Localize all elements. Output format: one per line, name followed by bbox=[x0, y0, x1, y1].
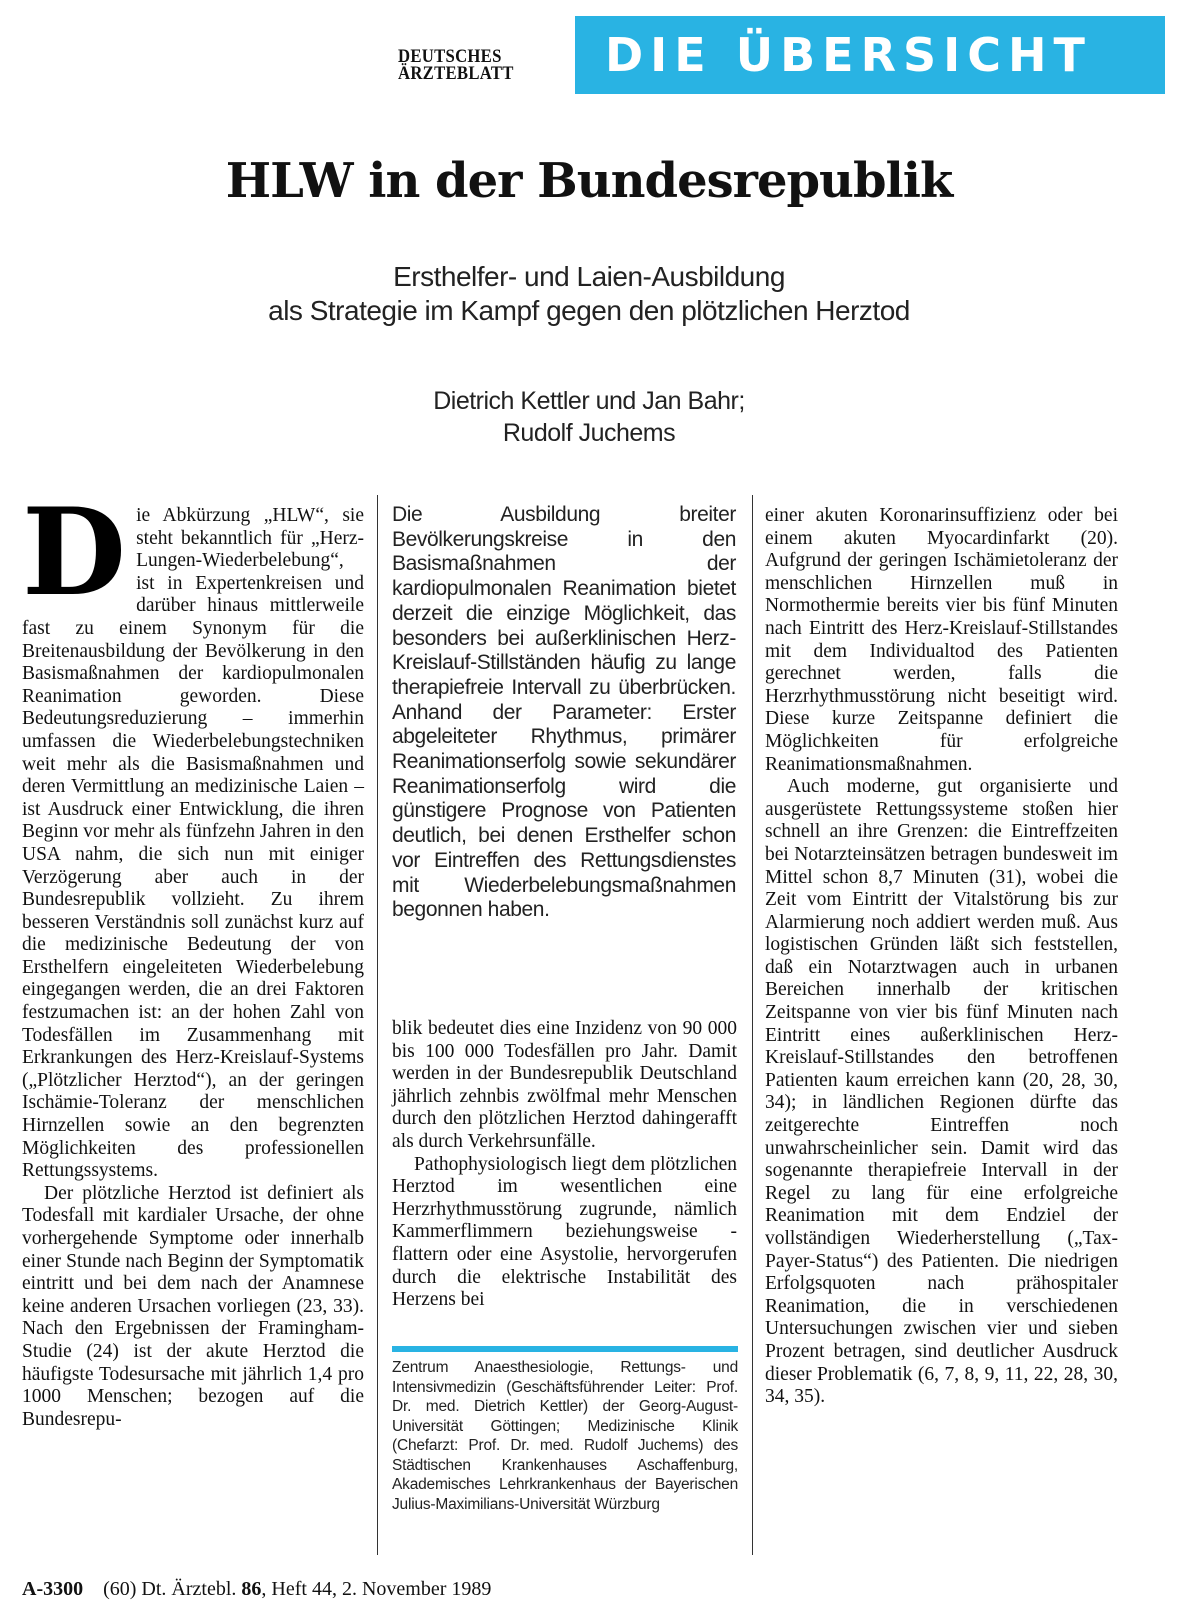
volume: 86 bbox=[241, 1578, 262, 1600]
page-code: A-3300 bbox=[22, 1578, 84, 1600]
article-title: HLW in der Bundesrepublik bbox=[225, 153, 953, 209]
subtitle-line-1: Ersthelfer- und Laien-Ausbildung bbox=[393, 261, 785, 292]
paragraph-pathophysiology: Pathophysiologisch liegt dem plötzlichen Herztod im wesentlichen eine Herzrhythmusstörung zugrunde, nämlich Kammerflimmern beziehungsweise -flattern oder eine Asystolie, hervorgerufen durch die elektrische Instabilität des Herzens bei bbox=[392, 1153, 737, 1311]
author-affiliation: Zentrum Anaesthesiologie, Rettungs- und Intensivmedizin (Geschäftsführender Leiter: Prof. Dr. med. Dietrich Kettler) der Georg-August-Universität Göttingen; Medizinische Klinik (Chefarzt: Prof. Dr. med. Rudolf Juchems) des Städtischen Krankenhauses Aschaffenburg, Akademisches Lehrkrankenhaus der Bayerischen Julius-Maximilians-Universität Würzburg bbox=[392, 1359, 738, 1513]
paragraph-intro bbox=[22, 482, 364, 1183]
page-footer bbox=[22, 1578, 491, 1601]
affiliation-rule bbox=[392, 1346, 738, 1352]
abstract: Die Ausbildung breiter Bevölkerungskreise in den Basismaßnahmen der kardiopulmonalen Reanimation bietet derzeit die einzige Möglichkeit, das besonders bei außerklinischen Herz-Kreislauf-Stillständen häufig zu lange therapiefreie Intervall zu überbrücken. Anhand der Parameter: Erster abgeleiteter Rhythmus, primärer Reanimationserfolg sowie sekundärer Reanimationserfolg wird die günstigere Prognose von Patienten deutlich, bei denen Ersthelfer schon vor Eintreffen des Rettungsdienstes mit Wiederbelebungsmaßnahmen begonnen haben. bbox=[392, 503, 736, 922]
masthead-line-1: DEUTSCHES bbox=[398, 46, 502, 67]
column-divider-2 bbox=[752, 495, 753, 1555]
paragraph-ischemia: einer akuten Koronarinsuffizienz oder bei einem akuten Myocardinfarkt (20). Aufgrund der geringen Ischämietoleranz der menschlichen Hirnzellen muß in Normothermie bereits vier bis fünf Minuten nach Eintritt des Herz-Kreislauf-Stillstandes mit dem Individualtod des Patienten gerechnet werden, falls die Herzrhythmusstörung nicht beseitigt wird. Diese kurze Zeitspanne definiert die Möglichkeiten für erfolgreiche Reanimationsmaßnahmen. bbox=[765, 505, 1118, 775]
issue-date: , Heft 44, 2. November 1989 bbox=[261, 1578, 492, 1600]
column-2 bbox=[392, 1018, 737, 1312]
paragraph-intro-text: ie Abkürzung „HLW“, sie steht bekanntlich für „Herz-Lungen-Wiederbelebung“, ist in Expertenkreisen und darüber hinaus mittlerweile fast zu einem Synonym für die Breitenausbildung der Bevölkerung in den Basismaßnahmen der kardiopulmonalen Reanimation geworden. Diese Bedeutungsreduzierung – immerhin umfassen die Wiederbelebungstechniken weit mehr als die Basismaßnahmen und deren Vermittlung an medizinische Laien – ist Ausdruck einer Entwicklung, die ihren Beginn vor mehr als fünfzehn Jahren in den USA nahm, die sich nun mit einiger Verzögerung aber auch in der Bundesrepublik vollzieht. Zu ihrem besseren Verständnis soll zunächst kurz auf die medizinische Bedeutung der von Ersthelfern eingeleiteten Wiederbelebung eingegangen werden, die an drei Faktoren festzumachen ist: an der hohen Zahl von Todesfällen im Zusammenhang mit Erkrankungen des Herz-Kreislauf-Systems („Plötzlicher Herztod“), an der geringen Ischämie-Toleranz der menschlichen Hirnzellen sowie an den begrenzten Möglichkeiten des professionellen Rettungssystems. bbox=[22, 505, 364, 1182]
paragraph-rescue-systems: Auch moderne, gut organisierte und ausgerüstete Rettungssysteme stoßen hier schnell an ihre Grenzen: die Eintreffzeiten bei Notarzteinsätzen betragen bundesweit im Mittel schon 8,7 Minuten (31), wobei die Zeit vom Eintritt der Vitalstörung bis zur Alarmierung noch addiert werden muß. Aus logistischen Gründen läßt sich feststellen, daß ein Notarztwagen auch in urbanen Bereichen innerhalb der kritischen Zeitspanne von vier bis fünf Minuten nach Eintritt eines außerklinischen Herz-Kreislauf-Stillstandes den betroffenen Patienten kaum erreichen kann (20, 28, 30, 34); in ländlichen Regionen dürfte das zeitgerechte Eintreffen noch unwahrscheinlicher sein. Damit wird das sogenannte therapiefreie Intervall in der Regel zu lang für eine erfolgreiche Reanimation mit dem Endziel der vollständigen Wiederherstellung („Tax-Payer-Status“) des Patienten. Die niedrigen Erfolgsquoten nach prähospitaler Reanimation, die in verschiedenen Untersuchungen zwischen vier und sieben Prozent betragen, sind deutlicher Ausdruck dieser Problematik (6, 7, 8, 9, 11, 22, 28, 30, 34, 35). bbox=[765, 776, 1118, 1408]
citation: (60) Dt. Ärztebl. bbox=[103, 1578, 237, 1600]
article-subtitle bbox=[0, 260, 1178, 328]
authors-line-2: Rudolf Juchems bbox=[502, 419, 676, 447]
drop-cap: D bbox=[22, 482, 127, 623]
authors-line-1: Dietrich Kettler und Jan Bahr; bbox=[433, 387, 745, 415]
masthead bbox=[398, 48, 542, 82]
column-divider-1 bbox=[377, 495, 378, 1555]
subtitle-line-2: als Strategie im Kampf gegen den plötzlichen Herztod bbox=[268, 295, 910, 326]
paragraph-incidence: blik bedeutet dies eine Inzidenz von 90 000 bis 100 000 Todesfällen pro Jahr. Damit werden in der Bundesrepublik Deutschland jährlich zehnbis zwölfmal mehr Menschen durch den plötzlichen Herztod dahingerafft als durch Verkehrsunfälle. bbox=[392, 1018, 737, 1152]
rubric-banner: DIE ÜBERSICHT bbox=[575, 16, 1165, 94]
article-authors bbox=[0, 385, 1178, 449]
column-1 bbox=[22, 482, 364, 1431]
paragraph-definition: Der plötzliche Herztod ist definiert als Todesfall mit kardialer Ursache, der ohne vorhergehende Symptome oder innerhalb einer Stunde nach Beginn der Symptomatik eintritt und bei dem nach der Anamnese keine anderen Ursachen vorliegen (23, 33). Nach den Ergebnissen der Framingham-Studie (24) ist der akute Herztod die häufigste Todesursache mit jährlich 1,4 pro 1000 Menschen; bezogen auf die Bundesrepu- bbox=[22, 1182, 364, 1430]
column-3 bbox=[765, 505, 1118, 1409]
masthead-line-2: ÄRZTEBLATT bbox=[398, 63, 514, 84]
